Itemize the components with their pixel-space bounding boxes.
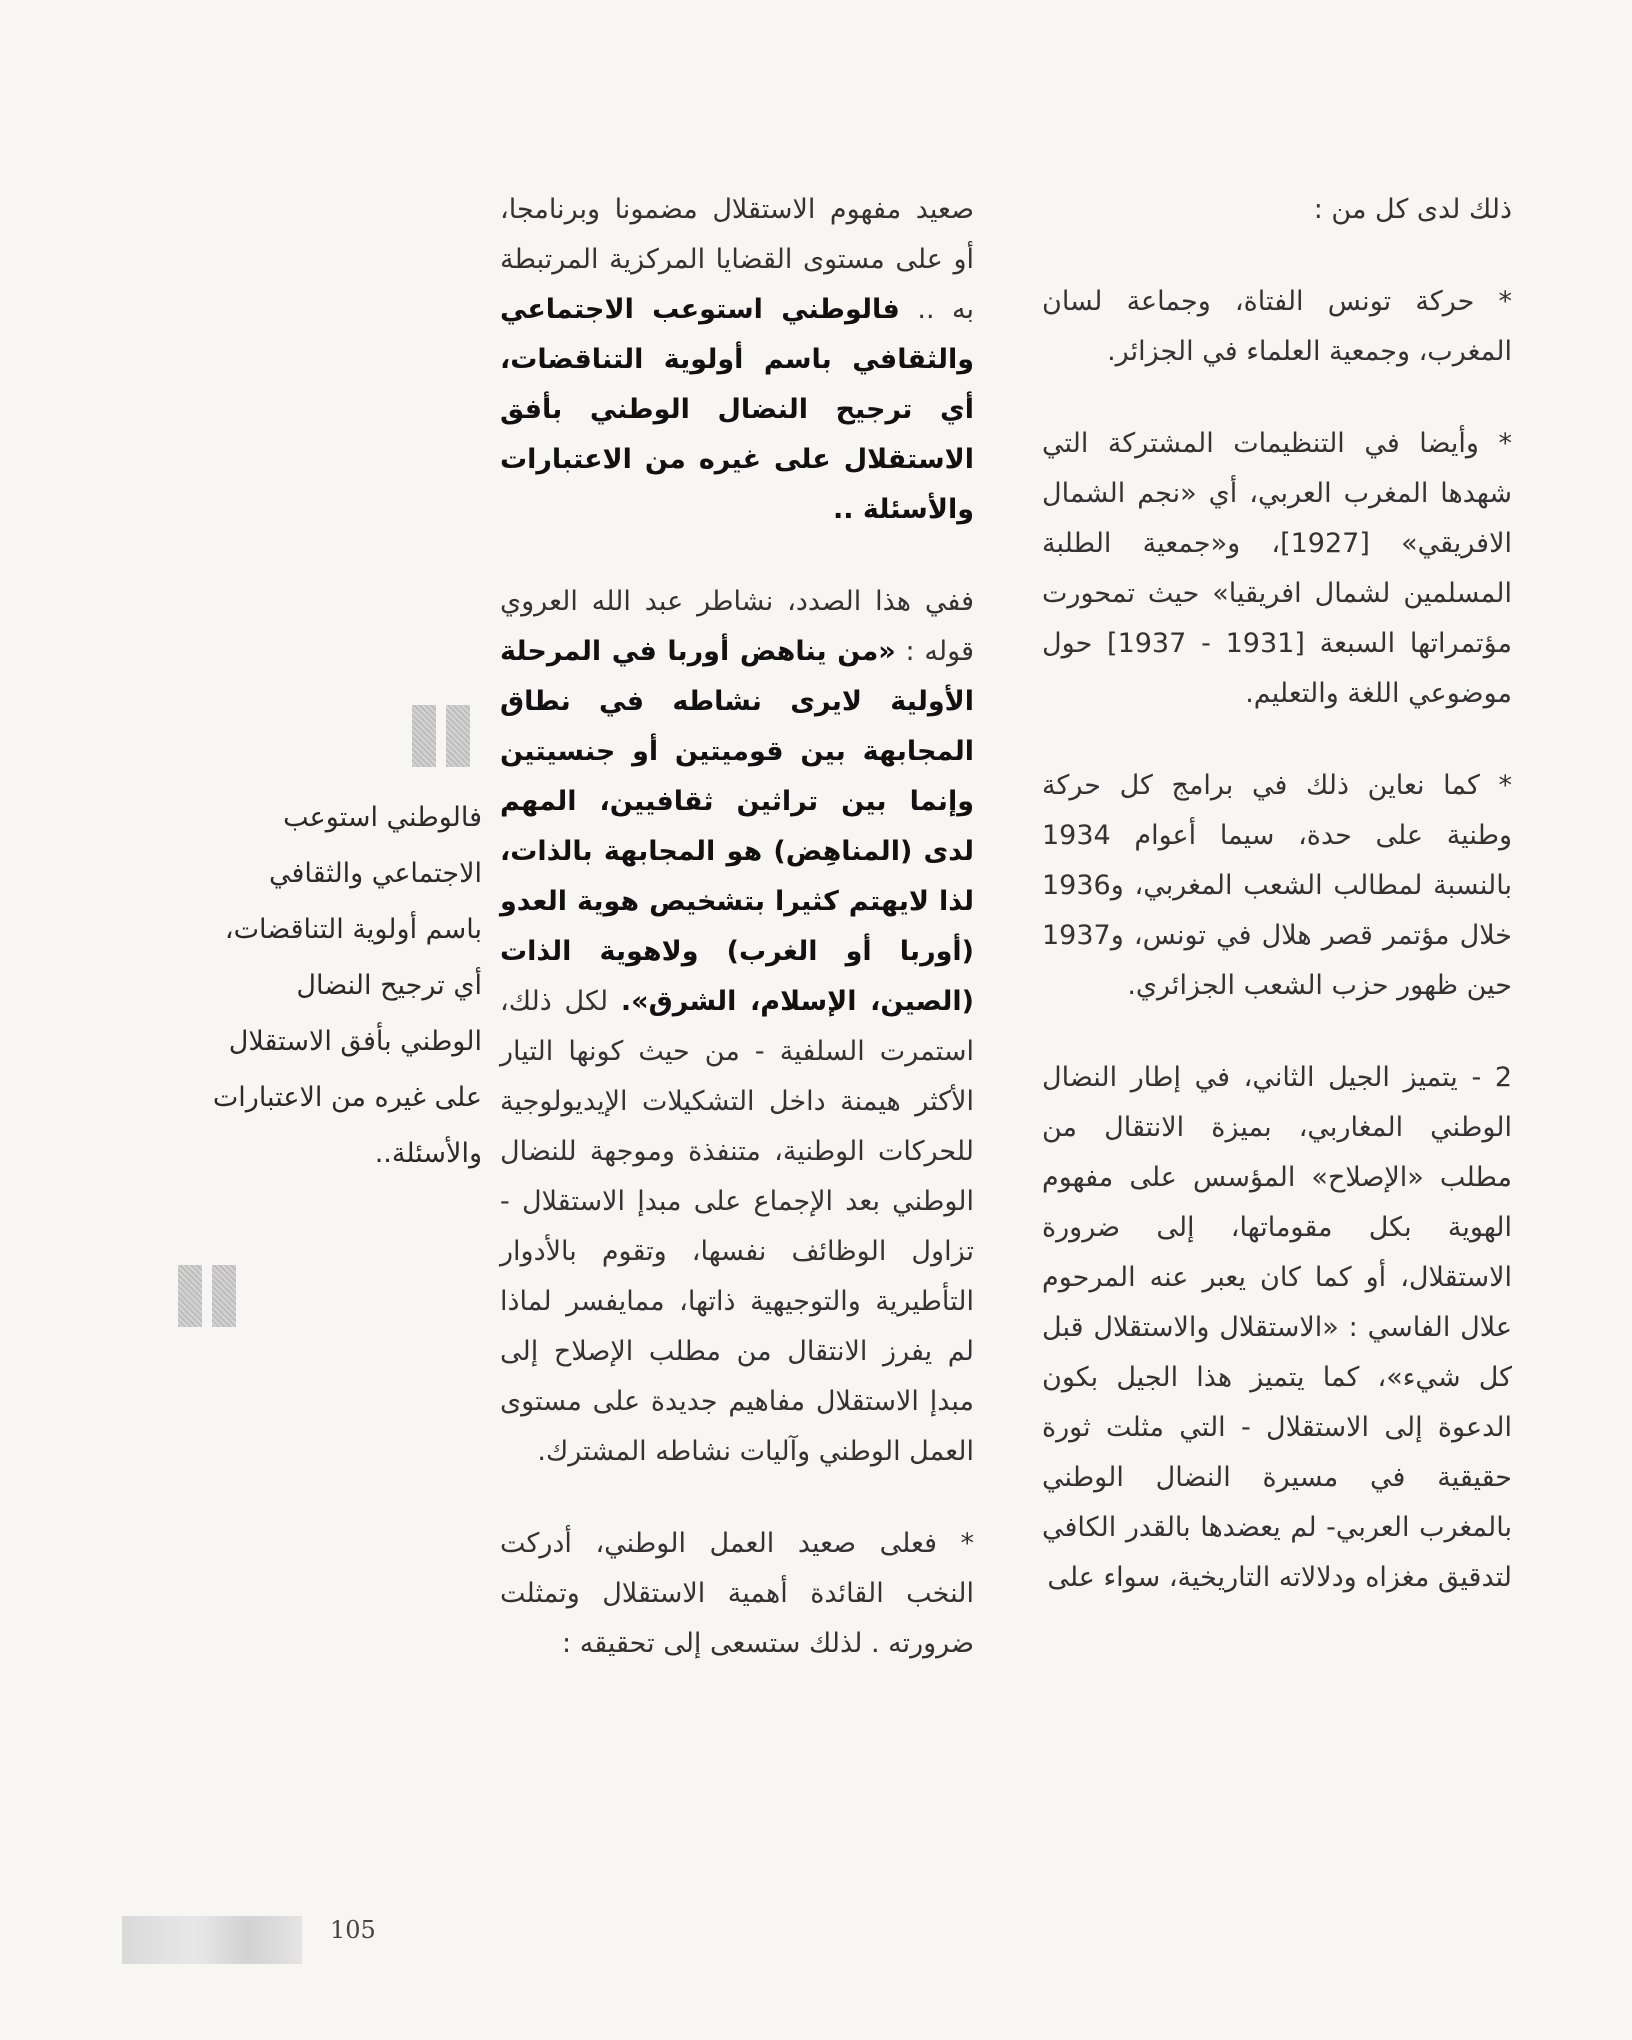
- quote-mark-icon: [178, 1265, 236, 1327]
- paragraph-text: * فعلى صعيد العمل الوطني، أدركت النخب القائدة أهمية الاستقلال وتمثلت ضرورته . لذلك ستسعى إلى تحقيقه :: [500, 1528, 974, 1659]
- intro-paragraph: [1042, 185, 1512, 235]
- middle-column: [500, 185, 974, 1711]
- pull-quote: [210, 790, 482, 1182]
- paragraph-text: [500, 577, 974, 1477]
- page-number: 105: [330, 1916, 376, 1944]
- bold-quote: «من يناهض أوربا في المرحلة الأولية لايرى نشاطه في نطاق المجابهة بين قوميتين أو جنسيتين وإنما بين تراثين ثقافيين، المهم لدى (المناهِض) هو المجابهة بالذات، لذا لايهتم كثيرا بتشخيص هوية العدو (أوربا أو الغرب) ولاهوية الذات (الصين، الإسلام، الشرق».: [500, 636, 974, 1017]
- item-text: * حركة تونس الفتاة، وجماعة لسان المغرب، وجمعية العلماء في الجزائر.: [1042, 286, 1512, 367]
- magazine-logo: [122, 1916, 302, 1964]
- paragraph: [500, 185, 974, 535]
- plain-text: ففي هذا الصدد، نشاطر عبد الله العروي قوله :: [500, 586, 974, 667]
- item-text: * كما نعاين ذلك في برامج كل حركة وطنية على حدة، سيما أعوام 1934 بالنسبة لمطالب الشعب المغربي، و1936 خلال مؤتمر قصر هلال في تونس، و1937 حين ظهور حزب الشعب الجزائري.: [1042, 770, 1512, 1001]
- plain-text: لكل ذلك، استمرت السلفية - من حيث كونها التيار الأكثر هيمنة داخل التشكيلات الإيديولوجية للحركات الوطنية، متنفذة وموجهة للنضال الوطني بعد الإجماع على مبدإ الاستقلال - تزاول الوظائف نفسها، وتقوم بالأدوار التأطيرية والتوجيهية ذاتها، ممايفسر لماذا لم يفرز الانتقال من مطلب الإصلاح إلى مبدإ الاستقلال مفاهيم جديدة على مستوى العمل الوطني وآليات نشاطه المشترك.: [500, 986, 974, 1467]
- right-column: [1042, 185, 1512, 1645]
- list-item: [1042, 419, 1512, 719]
- item-text: 2 - يتميز الجيل الثاني، في إطار النضال الوطني المغاربي، بميزة الانتقال من مطلب «الإصلاح» المؤسس على مفهوم الهوية بكل مقوماتها، إلى ضرورة الاستقلال، أو كما كان يعبر عنه المرحوم علال الفاسي : «الاستقلال والاستقلال قبل كل شيء»، كما يتميز هذا الجيل بكون الدعوة إلى الاستقلال - التي مثلت ثورة حقيقية في مسيرة النضال الوطني بالمغرب العربي- لم يعضدها بالقدر الكافي لتدقيق مغزاه ودلالاته التاريخية، سواء على: [1042, 1062, 1512, 1593]
- paragraph: [500, 577, 974, 1477]
- list-item: [1042, 1053, 1512, 1603]
- paragraph-text: [500, 185, 974, 535]
- bold-text: فالوطني استوعب الاجتماعي والثقافي باسم أولوية التناقضات، أي ترجيح النضال الوطني بأفق الاستقلال على غيره من الاعتبارات والأسئلة ..: [500, 294, 974, 525]
- intro-text: ذلك لدى كل من :: [1313, 194, 1512, 225]
- quote-mark-icon: [412, 705, 470, 767]
- pull-quote-text: فالوطني استوعب الاجتماعي والثقافي باسم أولوية التناقضات، أي ترجيح النضال الوطني بأفق الاستقلال على غيره من الاعتبارات والأسئلة..: [212, 802, 482, 1169]
- list-item: [1042, 761, 1512, 1011]
- paragraph: [500, 1519, 974, 1669]
- list-item: [1042, 277, 1512, 377]
- item-text: * وأيضا في التنظيمات المشتركة التي شهدها المغرب العربي، أي «نجم الشمال الافريقي» [1927]، و«جمعية الطلبة المسلمين لشمال افريقيا» حيث تمحورت مؤتمراتها السبعة [1931 - 1937] حول موضوعي اللغة والتعليم.: [1042, 428, 1512, 709]
- plain-text: صعيد مفهوم الاستقلال مضمونا وبرنامجا، أو على مستوى القضايا المركزية المرتبطة به ..: [500, 194, 974, 325]
